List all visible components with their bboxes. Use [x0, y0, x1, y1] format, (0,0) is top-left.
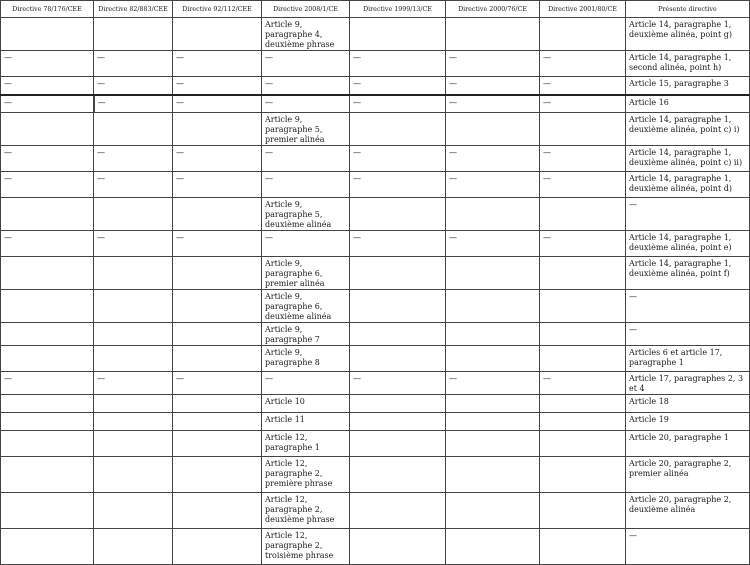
table-row — [1, 493, 750, 529]
table-cell: — — [94, 231, 173, 257]
table-cell: Article 14, paragraphe 1, second alinéa, point h) — [626, 51, 750, 77]
table-cell — [350, 113, 446, 146]
table-cell — [446, 529, 540, 565]
table-cell — [540, 18, 626, 51]
table-cell — [540, 323, 626, 346]
table-cell — [446, 346, 540, 372]
table-cell — [446, 431, 540, 457]
header-cell: Présente directive — [626, 1, 750, 18]
table-row — [1, 457, 750, 493]
table-cell — [446, 113, 540, 146]
table-cell — [173, 457, 262, 493]
table-row — [1, 346, 750, 372]
table-cell: — — [540, 77, 626, 95]
header-cell: Directive 78/176/CEE — [1, 1, 94, 18]
table-cell: Article 20, paragraphe 2, deuxième alinéa — [626, 493, 750, 529]
table-cell: — — [540, 95, 626, 113]
table-cell: — — [173, 172, 262, 198]
table-cell — [94, 290, 173, 323]
table-cell: — — [350, 231, 446, 257]
table-cell: Article 20, paragraphe 1 — [626, 431, 750, 457]
table-cell — [173, 323, 262, 346]
table-row — [1, 18, 750, 51]
table-cell: — — [262, 372, 350, 395]
table-cell: Article 11 — [262, 413, 350, 431]
table-cell: — — [173, 146, 262, 172]
table-cell: Article 12, paragraphe 1 — [262, 431, 350, 457]
table-cell — [173, 493, 262, 529]
table-cell: Article 12, paragraphe 2, deuxième phrase — [262, 493, 350, 529]
table-cell — [94, 346, 173, 372]
table-cell — [173, 290, 262, 323]
table-cell: Article 15, paragraphe 3 — [626, 77, 750, 95]
table-cell — [446, 18, 540, 51]
table-cell: — — [350, 172, 446, 198]
table-cell — [540, 290, 626, 323]
table-cell: — — [350, 146, 446, 172]
table-cell: Article 12, paragraphe 2, troisième phrase — [262, 529, 350, 565]
table-cell — [540, 257, 626, 290]
table-cell: Article 9, paragraphe 6, deuxième alinéa — [262, 290, 350, 323]
table-cell — [173, 395, 262, 413]
table-row — [1, 395, 750, 413]
table-cell: — — [94, 77, 173, 95]
table-cell — [350, 290, 446, 323]
table-cell — [446, 198, 540, 231]
table-cell — [94, 395, 173, 413]
table-cell — [94, 113, 173, 146]
table-cell: — — [262, 146, 350, 172]
table-cell — [1, 493, 94, 529]
table-cell — [94, 18, 173, 51]
table-cell — [350, 198, 446, 231]
table-cell: — — [173, 95, 262, 113]
table-cell — [94, 257, 173, 290]
header-row — [1, 1, 750, 18]
table-cell: Article 9, paragraphe 5, deuxième alinéa — [262, 198, 350, 231]
table-cell — [540, 413, 626, 431]
table-cell: — — [540, 51, 626, 77]
table-cell: — — [626, 529, 750, 565]
table-cell — [350, 413, 446, 431]
table-cell: — — [540, 172, 626, 198]
table-cell — [350, 457, 446, 493]
table-cell: — — [1, 372, 94, 395]
table-header — [1, 1, 750, 18]
table-cell — [1, 290, 94, 323]
table-cell: — — [1, 77, 94, 95]
header-cell: Directive 1999/13/CE — [350, 1, 446, 18]
table-cell — [173, 529, 262, 565]
table-cell — [446, 257, 540, 290]
table-cell: — — [94, 51, 173, 77]
table-cell — [446, 493, 540, 529]
table-cell: Article 14, paragraphe 1, deuxième alinéa, point d) — [626, 172, 750, 198]
table-cell: Article 14, paragraphe 1, deuxième alinéa, point c) ii) — [626, 146, 750, 172]
table-cell — [1, 431, 94, 457]
table-cell: Articles 6 et article 17, paragraphe 1 — [626, 346, 750, 372]
table-body — [1, 18, 750, 565]
table-cell — [173, 431, 262, 457]
table-row — [1, 529, 750, 565]
table-cell — [350, 18, 446, 51]
table-cell: — — [262, 77, 350, 95]
table-cell: Article 10 — [262, 395, 350, 413]
table-cell — [540, 493, 626, 529]
table-cell — [1, 346, 94, 372]
header-cell: Directive 92/112/CEE — [173, 1, 262, 18]
table-row — [1, 172, 750, 198]
table-cell: — — [446, 95, 540, 113]
table-cell: — — [94, 146, 173, 172]
table-cell: — — [446, 231, 540, 257]
table-cell — [173, 18, 262, 51]
table-row — [1, 95, 750, 113]
table-cell: — — [94, 95, 173, 113]
table-cell: — — [350, 95, 446, 113]
header-cell: Directive 82/883/CEE — [94, 1, 173, 18]
table-cell — [350, 529, 446, 565]
table-cell — [446, 395, 540, 413]
table-cell: — — [262, 95, 350, 113]
table-cell — [94, 457, 173, 493]
table-cell — [173, 113, 262, 146]
table-cell — [1, 413, 94, 431]
table-cell — [540, 346, 626, 372]
table-cell — [350, 431, 446, 457]
table-cell: — — [262, 172, 350, 198]
table-cell: — — [173, 77, 262, 95]
table-cell — [1, 113, 94, 146]
table-cell: — — [1, 146, 94, 172]
table-cell — [350, 346, 446, 372]
table-cell: Article 19 — [626, 413, 750, 431]
table-cell: — — [446, 372, 540, 395]
table-cell: — — [1, 51, 94, 77]
table-cell — [94, 198, 173, 231]
table-cell — [350, 395, 446, 413]
table-cell: — — [1, 172, 94, 198]
table-cell — [173, 413, 262, 431]
header-cell: Directive 2008/1/CE — [262, 1, 350, 18]
table-row — [1, 113, 750, 146]
table-cell — [1, 395, 94, 413]
table-cell — [540, 395, 626, 413]
header-cell: Directive 2000/76/CE — [446, 1, 540, 18]
table-cell: — — [262, 51, 350, 77]
table-cell: Article 14, paragraphe 1, deuxième alinéa, point e) — [626, 231, 750, 257]
table-cell: — — [262, 231, 350, 257]
table-cell — [94, 323, 173, 346]
table-cell: — — [94, 372, 173, 395]
table-cell — [350, 493, 446, 529]
table-cell — [1, 257, 94, 290]
table-cell: — — [540, 146, 626, 172]
table-cell — [1, 323, 94, 346]
table-cell: — — [350, 77, 446, 95]
table-cell: — — [173, 372, 262, 395]
table-cell: — — [540, 372, 626, 395]
table-cell — [94, 431, 173, 457]
header-cell: Directive 2001/80/CE — [540, 1, 626, 18]
table-cell — [173, 198, 262, 231]
table-cell: Article 14, paragraphe 1, deuxième alinéa, point c) i) — [626, 113, 750, 146]
table-row — [1, 51, 750, 77]
table-cell — [540, 113, 626, 146]
table-cell: Article 9, paragraphe 7 — [262, 323, 350, 346]
table-cell — [446, 323, 540, 346]
table-cell: Article 18 — [626, 395, 750, 413]
table-row — [1, 231, 750, 257]
table-cell: — — [626, 290, 750, 323]
table-row — [1, 198, 750, 231]
table-row — [1, 146, 750, 172]
table-row — [1, 431, 750, 457]
table-cell — [94, 413, 173, 431]
table-cell: — — [626, 323, 750, 346]
table-cell — [446, 413, 540, 431]
table-cell: — — [626, 198, 750, 231]
table-cell — [1, 18, 94, 51]
table-cell: — — [350, 372, 446, 395]
table-row — [1, 77, 750, 95]
table-cell: Article 17, paragraphes 2, 3 et 4 — [626, 372, 750, 395]
table-cell — [1, 457, 94, 493]
table-cell: — — [540, 231, 626, 257]
table-cell: — — [446, 51, 540, 77]
table-cell: — — [94, 172, 173, 198]
table-cell — [1, 198, 94, 231]
table-cell — [446, 457, 540, 493]
table-cell — [350, 257, 446, 290]
table-row — [1, 257, 750, 290]
table-cell — [173, 257, 262, 290]
table-cell: — — [446, 77, 540, 95]
table-cell — [540, 457, 626, 493]
table-cell: Article 12, paragraphe 2, première phrase — [262, 457, 350, 493]
table-cell: Article 14, paragraphe 1, deuxième alinéa, point g) — [626, 18, 750, 51]
table-cell: — — [350, 51, 446, 77]
table-cell: Article 9, paragraphe 6, premier alinéa — [262, 257, 350, 290]
table-cell — [94, 529, 173, 565]
table-cell — [540, 431, 626, 457]
table-cell — [446, 290, 540, 323]
table-cell: — — [446, 146, 540, 172]
table-cell — [540, 529, 626, 565]
table-row — [1, 323, 750, 346]
table-cell: Article 16 — [626, 95, 750, 113]
table-cell: — — [446, 172, 540, 198]
table-cell: Article 9, paragraphe 8 — [262, 346, 350, 372]
table-row — [1, 413, 750, 431]
table-cell — [1, 529, 94, 565]
table-cell: Article 9, paragraphe 5, premier alinéa — [262, 113, 350, 146]
table-cell: — — [173, 51, 262, 77]
table-cell — [94, 493, 173, 529]
table-cell — [350, 323, 446, 346]
table-cell — [540, 198, 626, 231]
table-row — [1, 372, 750, 395]
table-cell: — — [1, 231, 94, 257]
table-cell — [173, 346, 262, 372]
table-row — [1, 290, 750, 323]
table-cell: Article 14, paragraphe 1, deuxième alinéa, point f) — [626, 257, 750, 290]
table-cell: Article 20, paragraphe 2, premier alinéa — [626, 457, 750, 493]
table-cell: — — [173, 231, 262, 257]
table-cell: Article 9, paragraphe 4, deuxième phrase — [262, 18, 350, 51]
table-cell: — — [1, 95, 94, 113]
